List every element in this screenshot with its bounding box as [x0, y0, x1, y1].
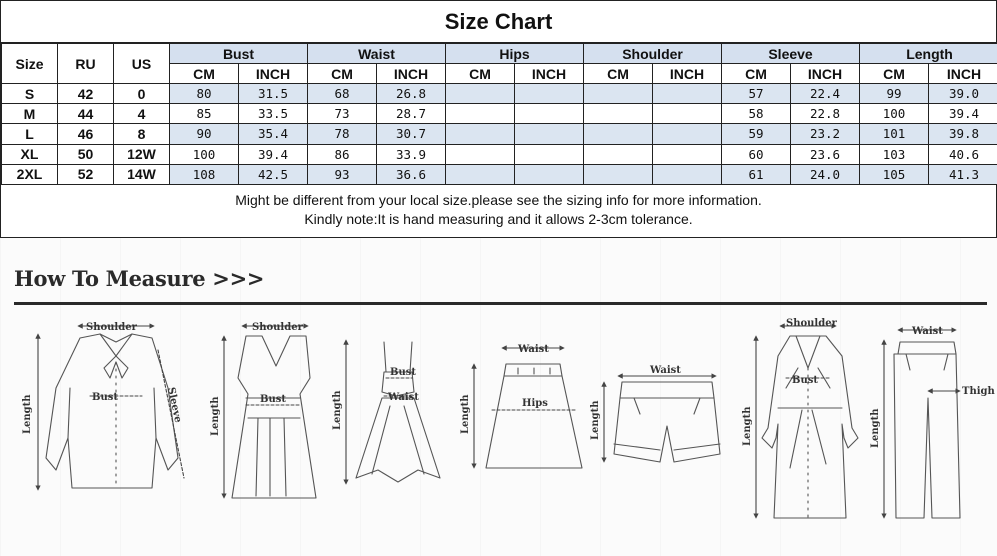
- label-length: Length: [870, 408, 881, 448]
- size-chart: [0, 0, 997, 238]
- label-waist: Waist: [388, 392, 419, 403]
- unit-inch: INCH: [515, 64, 584, 84]
- cell-length-inch: 39.4: [929, 104, 997, 124]
- note-tolerance: Kindly note:It is hand measuring and it allows 2-3cm tolerance.: [304, 210, 693, 227]
- cell-length-cm: 100: [860, 104, 929, 124]
- unit-cm: CM: [722, 64, 791, 84]
- cell-size: L: [2, 124, 58, 144]
- unit-cm: CM: [860, 64, 929, 84]
- cell-waist-inch: 30.7: [377, 124, 446, 144]
- cell-shoulder-cm: [584, 144, 653, 164]
- cell-ru: 42: [58, 84, 114, 104]
- cell-us: 4: [114, 104, 170, 124]
- cell-waist-cm: 73: [308, 104, 377, 124]
- cell-bust-cm: 108: [170, 164, 239, 184]
- cell-sleeve-cm: 60: [722, 144, 791, 164]
- cell-shoulder-inch: [653, 164, 722, 184]
- dress-illustration: [356, 342, 440, 482]
- cell-sleeve-inch: 22.4: [791, 84, 860, 104]
- cell-hips-inch: [515, 84, 584, 104]
- label-thigh: Thigh: [962, 386, 995, 397]
- table-row: [2, 104, 997, 124]
- cell-shoulder-cm: [584, 84, 653, 104]
- cell-shoulder-cm: [584, 164, 653, 184]
- label-length: Length: [460, 394, 471, 434]
- cell-waist-inch: 36.6: [377, 164, 446, 184]
- header-sleeve: Sleeve: [722, 44, 860, 64]
- label-length: Length: [590, 400, 601, 440]
- label-shoulder: Shoulder: [86, 322, 137, 333]
- label-waist: Waist: [650, 365, 681, 376]
- cell-bust-inch: 35.4: [239, 124, 308, 144]
- cell-waist-inch: 26.8: [377, 84, 446, 104]
- table-row: [2, 144, 997, 164]
- cell-length-cm: 103: [860, 144, 929, 164]
- label-bust: Bust: [390, 367, 416, 378]
- unit-cm: CM: [170, 64, 239, 84]
- table-row: [2, 84, 997, 104]
- unit-inch: INCH: [377, 64, 446, 84]
- cell-hips-cm: [446, 164, 515, 184]
- header-size: Size: [2, 44, 58, 84]
- unit-inch: INCH: [791, 64, 860, 84]
- label-length: Length: [332, 390, 343, 430]
- note-local-size: Might be different from your local size.please see the sizing info for more information.: [235, 191, 762, 208]
- cell-sleeve-cm: 59: [722, 124, 791, 144]
- cell-shoulder-inch: [653, 144, 722, 164]
- cell-shoulder-inch: [653, 104, 722, 124]
- label-waist: Waist: [912, 326, 943, 337]
- cell-bust-inch: 33.5: [239, 104, 308, 124]
- cell-shoulder-cm: [584, 124, 653, 144]
- cell-us: 12W: [114, 144, 170, 164]
- cell-waist-cm: 68: [308, 84, 377, 104]
- label-hips: Hips: [522, 398, 548, 409]
- header-length: Length: [860, 44, 997, 64]
- cell-bust-cm: 85: [170, 104, 239, 124]
- header-hips: Hips: [446, 44, 584, 64]
- cell-size: S: [2, 84, 58, 104]
- cell-length-cm: 105: [860, 164, 929, 184]
- cell-sleeve-inch: 23.2: [791, 124, 860, 144]
- header-bust: Bust: [170, 44, 308, 64]
- cell-hips-cm: [446, 124, 515, 144]
- cell-bust-cm: 80: [170, 84, 239, 104]
- cell-length-inch: 41.3: [929, 164, 997, 184]
- label-shoulder: Shoulder: [252, 322, 303, 333]
- unit-cm: CM: [446, 64, 515, 84]
- cell-hips-inch: [515, 124, 584, 144]
- cell-bust-cm: 100: [170, 144, 239, 164]
- label-length: Length: [22, 394, 33, 434]
- unit-inch: INCH: [653, 64, 722, 84]
- cell-shoulder-inch: [653, 124, 722, 144]
- unit-inch: INCH: [239, 64, 308, 84]
- trench-coat-illustration: [762, 336, 858, 518]
- shorts-illustration: [614, 382, 720, 462]
- cell-hips-inch: [515, 104, 584, 124]
- cell-bust-inch: 31.5: [239, 84, 308, 104]
- cell-size: 2XL: [2, 164, 58, 184]
- cell-length-cm: 101: [860, 124, 929, 144]
- cell-us: 0: [114, 84, 170, 104]
- measure-title: How To Measure >>>: [14, 266, 265, 291]
- cell-bust-inch: 42.5: [239, 164, 308, 184]
- cell-length-cm: 99: [860, 84, 929, 104]
- label-waist: Waist: [518, 344, 549, 355]
- label-length: Length: [742, 406, 753, 446]
- cell-waist-inch: 28.7: [377, 104, 446, 124]
- header-ru: RU: [58, 44, 114, 84]
- cell-ru: 44: [58, 104, 114, 124]
- cell-waist-cm: 78: [308, 124, 377, 144]
- header-us: US: [114, 44, 170, 84]
- cell-bust-cm: 90: [170, 124, 239, 144]
- cell-us: 14W: [114, 164, 170, 184]
- cell-shoulder-inch: [653, 84, 722, 104]
- cell-hips-inch: [515, 144, 584, 164]
- cell-size: XL: [2, 144, 58, 164]
- cell-sleeve-cm: 58: [722, 104, 791, 124]
- measure-illustrations: [0, 238, 997, 556]
- cell-hips-inch: [515, 164, 584, 184]
- cell-sleeve-inch: 24.0: [791, 164, 860, 184]
- unit-cm: CM: [308, 64, 377, 84]
- trousers-illustration: [894, 342, 960, 518]
- cell-sleeve-cm: 57: [722, 84, 791, 104]
- cell-waist-cm: 93: [308, 164, 377, 184]
- size-notes: [1, 185, 996, 229]
- cell-hips-cm: [446, 84, 515, 104]
- cell-hips-cm: [446, 144, 515, 164]
- cell-length-inch: 39.0: [929, 84, 997, 104]
- table-row: [2, 164, 997, 184]
- cell-size: M: [2, 104, 58, 124]
- size-table: [1, 43, 997, 185]
- header-shoulder: Shoulder: [584, 44, 722, 64]
- cell-sleeve-cm: 61: [722, 164, 791, 184]
- cell-ru: 52: [58, 164, 114, 184]
- cell-length-inch: 39.8: [929, 124, 997, 144]
- cell-ru: 50: [58, 144, 114, 164]
- cell-ru: 46: [58, 124, 114, 144]
- label-bust: Bust: [260, 394, 286, 405]
- cell-bust-inch: 39.4: [239, 144, 308, 164]
- label-bust: Bust: [792, 375, 818, 386]
- blouse-illustration: [46, 334, 178, 488]
- cell-length-inch: 40.6: [929, 144, 997, 164]
- cell-waist-cm: 86: [308, 144, 377, 164]
- cell-hips-cm: [446, 104, 515, 124]
- cell-waist-inch: 33.9: [377, 144, 446, 164]
- label-sleeve: Sleeve: [165, 386, 184, 424]
- cell-sleeve-inch: 22.8: [791, 104, 860, 124]
- skirt-illustration: [486, 364, 582, 468]
- cell-shoulder-cm: [584, 104, 653, 124]
- chart-title: Size Chart: [1, 1, 996, 43]
- cell-us: 8: [114, 124, 170, 144]
- table-row: [2, 124, 997, 144]
- cell-sleeve-inch: 23.6: [791, 144, 860, 164]
- unit-inch: INCH: [929, 64, 997, 84]
- label-length: Length: [210, 396, 221, 436]
- unit-cm: CM: [584, 64, 653, 84]
- tank-top-illustration: [232, 336, 316, 498]
- header-waist: Waist: [308, 44, 446, 64]
- how-to-measure: [0, 238, 997, 556]
- label-bust: Bust: [92, 392, 118, 403]
- label-shoulder: Shoulder: [786, 318, 837, 329]
